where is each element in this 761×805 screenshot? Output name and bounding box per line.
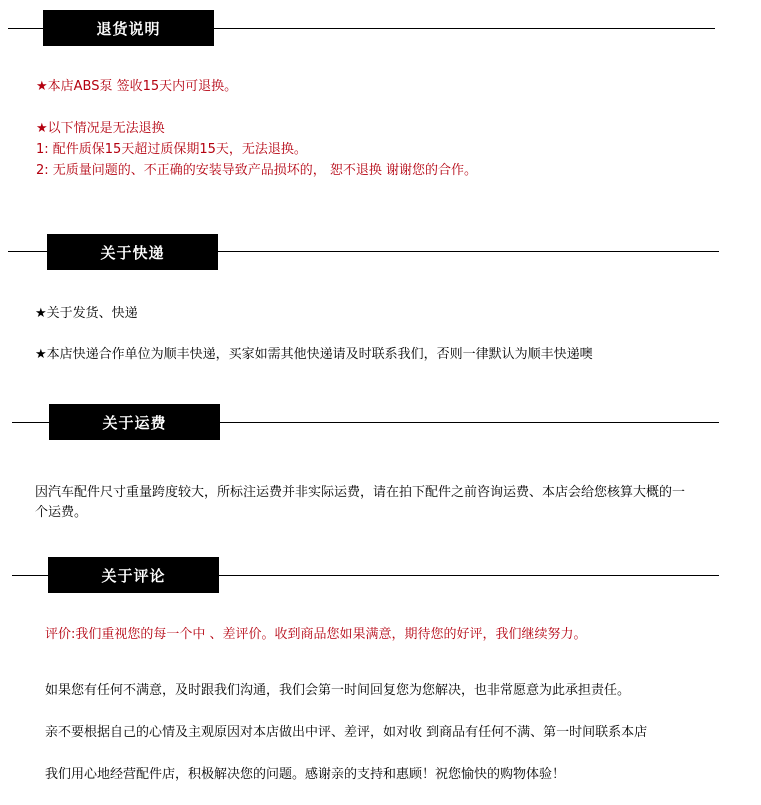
freight-text: 因汽车配件尺寸重量跨度较大，所标注运费并非实际运费，请在拍下配件之前咨询运费、本店会给您核算大概的一个运费。 [35, 485, 686, 520]
section-title-returns: 退货说明 [43, 10, 214, 46]
reviews-line-3: 亲不要根据自己的心情及主观原因对本店做出中评、差评，如对收 到商品有任何不满、第一时间联系本店 [45, 725, 648, 740]
returns-line-4: 2: 无质量问题的、不正确的安装导致产品损坏的， 恕不退换 谢谢您的合作。 [36, 163, 478, 178]
shipping-line-1: ★关于发货、快递 [35, 306, 138, 321]
returns-line-1: ★本店ABS泵 签收15天内可退换。 [36, 79, 238, 94]
section-title-freight: 关于运费 [49, 404, 220, 440]
reviews-line-2: 如果您有任何不满意，及时跟我们沟通，我们会第一时间回复您为您解决，也非常愿意为此承担责任。 [45, 683, 631, 698]
section-title-reviews: 关于评论 [48, 557, 219, 593]
star-icon: ★ [36, 121, 48, 136]
section-title-shipping: 关于快递 [47, 234, 218, 270]
reviews-line-4: 我们用心地经营配件店，积极解决您的问题。感谢亲的支持和惠顾！祝您愉快的购物体验！ [45, 767, 566, 782]
reviews-line-1: 评价:我们重视您的每一个中 、差评价。收到商品您如果满意，期待您的好评，我们继续努力。 [45, 627, 587, 642]
returns-line-2: ★以下情况是无法退换 [36, 121, 165, 136]
star-icon: ★ [35, 306, 47, 321]
returns-line-3: 1: 配件质保15天超过质保期15天，无法退换。 [36, 142, 307, 157]
star-icon: ★ [35, 347, 47, 362]
star-icon: ★ [36, 79, 48, 94]
shipping-line-2: ★本店快递合作单位为顺丰快递，买家如需其他快递请及时联系我们，否则一律默认为顺丰快递噢 [35, 347, 593, 362]
